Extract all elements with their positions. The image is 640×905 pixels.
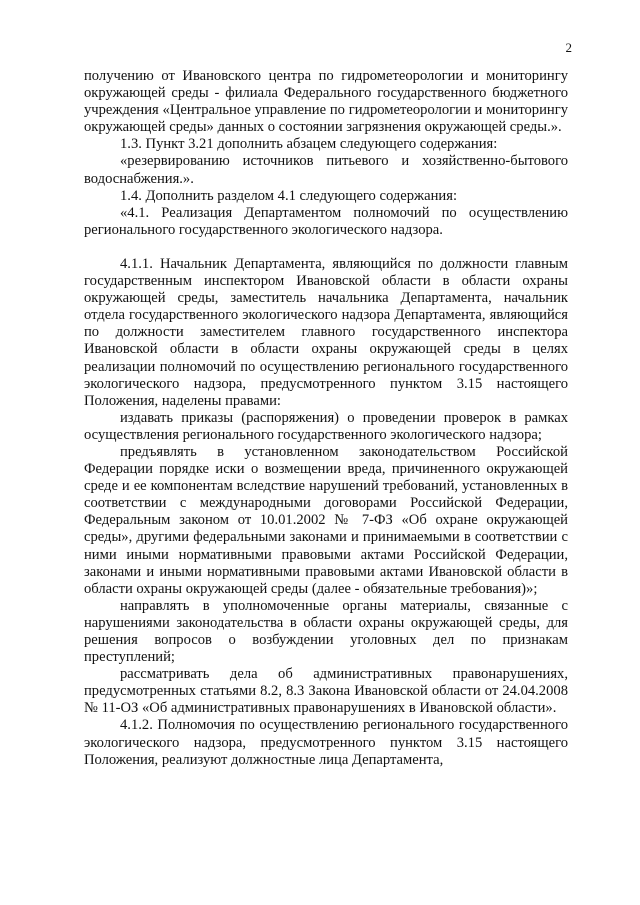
paragraph: направлять в уполномоченные органы материалы, связанные с нарушениями законодательства в области охраны окружающей среды, для решения вопросов о возбуждении уголовных дел по признакам преступлений; bbox=[84, 597, 568, 666]
paragraph: «4.1. Реализация Департаментом полномочий по осуществлению регионального государственного экологического надзора. bbox=[84, 204, 568, 238]
paragraph: издавать приказы (распоряжения) о проведении проверок в рамках осуществления регионального государственного экологического надзора; bbox=[84, 409, 568, 443]
paragraph: получению от Ивановского центра по гидрометеорологии и мониторингу окружающей среды - филиала Федерального государственного бюджетного учреждения «Центральное управление по гидрометеорологии и мониторингу окружающей среды» данных о состоянии загрязнения окружающей среды.». bbox=[84, 68, 568, 136]
paragraph: 4.1.1. Начальник Департамента, являющийся по должности главным государственным инспектором Ивановской области в области охраны окружающей среды, заместитель начальника Департамента, начальник отдела государственного экологического надзора Департамента, являющийся по должности заместителем главного государственного инспектора Ивановской области в области охраны окружающей среды в целях реализации полномочий по осуществлению регионального государственного экологического надзора, предусмотренного пунктом 3.15 настоящего Положения, наделены правами: bbox=[84, 255, 568, 409]
paragraph: «резервированию источников питьевого и хозяйственно-бытового водоснабжения.». bbox=[84, 153, 568, 187]
paragraph: 1.4. Дополнить разделом 4.1 следующего содержания: bbox=[120, 187, 457, 204]
page-number: 2 bbox=[565, 40, 572, 55]
document-body bbox=[84, 68, 568, 769]
paragraph: рассматривать дела об административных правонарушениях, предусмотренных статьями 8.2, 8.3 Закона Ивановской области от 24.04.2008 № 11-ОЗ «Об административных правонарушениях в Ивановской области». bbox=[84, 666, 568, 717]
paragraph: 4.1.2. Полномочия по осуществлению регионального государственного экологического надзора, предусмотренного пунктом 3.15 настоящего Положения, реализуют должностные лица Департамента, bbox=[84, 717, 568, 768]
paragraph: 1.3. Пункт 3.21 дополнить абзацем следующего содержания: bbox=[120, 136, 498, 153]
paragraph: предъявлять в установленном законодательством Российской Федерации порядке иски о возмещении вреда, причиненного окружающей среде и ее компонентам вследствие нарушений требований, установленных в соответствии с международными договорами Российской Федерации, Федеральным законом от 10.01.2002 № 7-ФЗ «Об охране окружающей среды», другими федеральными законами и принимаемыми в соответствии с ними иными нормативными правовыми актами Российской Федерации, законами и иными нормативными правовыми актами Ивановской области в области охраны окружающей среды (далее - обязательные требования)»; bbox=[84, 443, 568, 597]
paragraph-spacer bbox=[84, 239, 568, 256]
